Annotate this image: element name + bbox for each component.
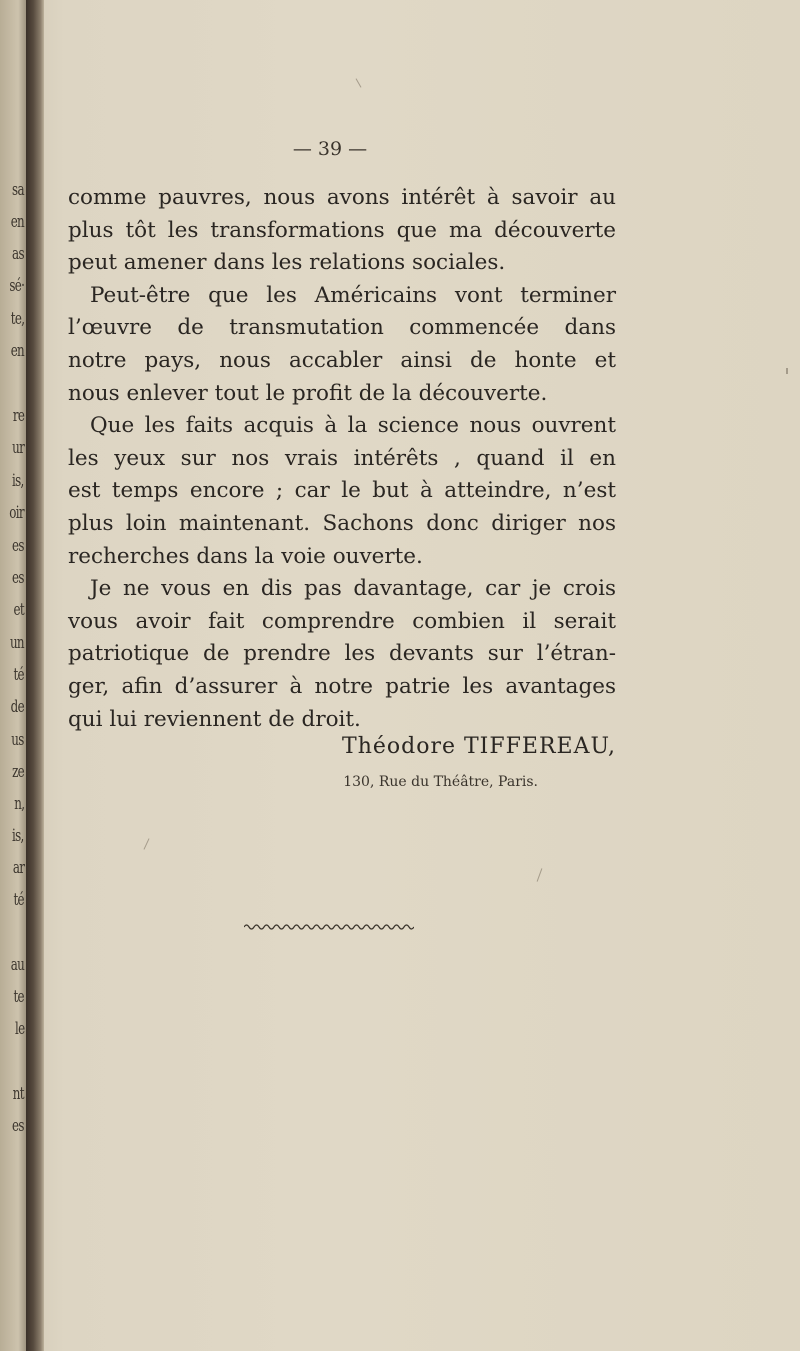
text-line: vous avoir fait comprendre combien il serait [68,608,616,634]
text-line: patriotique de prendre les devants sur l’étran- [68,641,616,667]
text-line: plus loin maintenant. Sachons donc diriger nos [68,510,616,536]
author-address: 130, Rue du Théâtre, Paris. [343,774,538,790]
wavy-tailpiece-ornament [244,922,414,932]
book-spine-gutter [26,0,44,1351]
text-line: est temps encore ; car le but à atteindre, n’est [68,478,616,504]
previous-page-edge [0,0,26,1351]
paper-speck [144,838,150,849]
paper-speck [537,868,543,881]
previous-page-fragment: oir [9,503,24,523]
previous-page-fragment: us [11,730,24,750]
previous-page-fragment: es [12,568,24,588]
page-number: — 39 — [292,138,368,160]
text-line: notre pays, nous accabler ainsi de honte et [68,347,616,373]
previous-page-fragment: nt [12,1084,24,1104]
previous-page-fragment: un [10,633,24,653]
text-line: les yeux sur nos vrais intérêts , quand il en [68,445,616,471]
previous-page-fragment: es [12,1116,24,1136]
previous-page-fragment: re [12,406,24,426]
text-line: l’œuvre de transmutation commencée dans [68,315,616,341]
text-line: plus tôt les transformations que ma découverte [68,217,616,243]
paper-speck [356,78,362,87]
text-line: Je ne vous en dis pas davantage, car je crois [90,576,616,602]
previous-page-fragment: en [10,341,24,361]
text-line: comme pauvres, nous avons intérêt à savoir au [68,185,616,210]
text-line: recherches dans la voie ouverte. [68,543,423,569]
text-line: peut amener dans les relations sociales. [68,250,506,276]
previous-page-fragment: te, [10,309,24,329]
previous-page-fragment: au [10,955,24,975]
text-line: qui lui reviennent de droit. [68,706,361,732]
previous-page-fragment: sa [12,180,24,200]
previous-page-fragment: te [13,987,24,1007]
previous-page-fragment: le [14,1019,24,1039]
previous-page-fragment: ar [12,858,24,878]
previous-page-fragment: n, [13,794,24,814]
previous-page-fragment: en [10,212,24,232]
text-line: Peut-être que les Américains vont terminer [90,282,616,308]
previous-page-fragment: es [12,536,24,556]
body-text [68,182,616,736]
previous-page-fragment: is, [12,471,24,491]
previous-page-fragment: de [10,697,24,717]
previous-page-fragment: té [13,890,24,910]
text-line: ger, afin d’assurer à notre patrie les avantages [68,673,616,699]
paper-speck [786,368,788,374]
text-line: Que les faits acquis à la science nous ouvrent [90,413,616,439]
previous-page-fragment: sé· [9,276,24,296]
previous-page-fragment: as [12,244,24,264]
previous-page-fragment: té [13,665,24,685]
previous-page-fragment: is, [12,826,24,846]
text-line: nous enlever tout le profit de la découverte. [68,380,548,406]
previous-page-fragment: ur [12,438,24,458]
previous-page-fragment: et [13,600,24,620]
author-signature: Théodore TIFFEREAU, [342,734,616,759]
previous-page-fragment: ze [12,762,24,782]
